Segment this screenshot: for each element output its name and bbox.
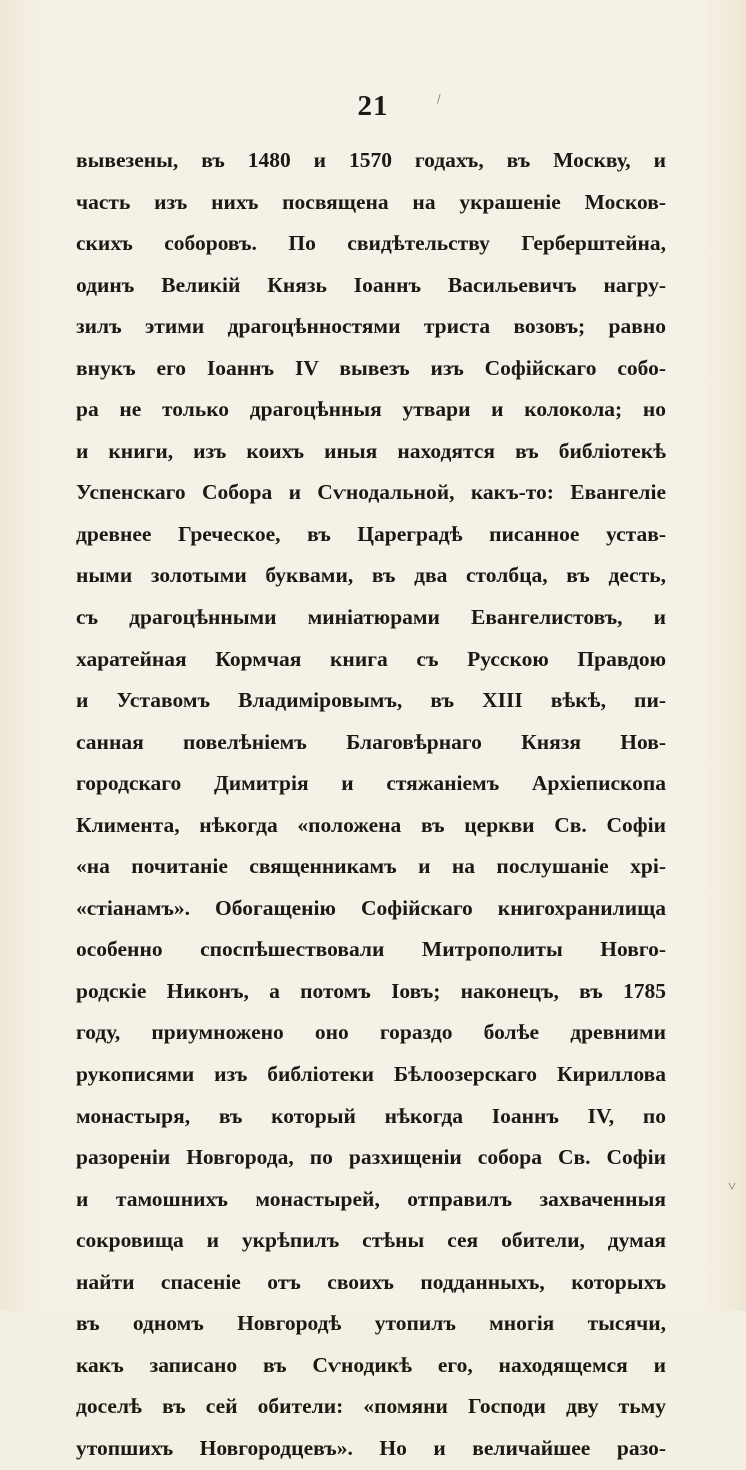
text-line: санная повелѣніемъ Благовѣрнаго Князя Нов- [76, 729, 666, 754]
text-line: утопшихъ Новгородцевъ». Но и величайшее разо- [76, 1435, 666, 1460]
text-line: и Уставомъ Владиміровымъ, въ XIII вѣкѣ, пи- [76, 688, 666, 713]
text-line: «на почитаніе священникамъ и на послушаніе хрі- [76, 854, 666, 879]
text-line: въ одномъ Новгородѣ утопилъ многія тысячи, [76, 1311, 666, 1336]
body-text [76, 140, 666, 1470]
text-line: рукописями изъ библіотеки Бѣлоозерскаго Кириллова [76, 1062, 666, 1087]
text-line: Климента, нѣкогда «положена въ церкви Св. Софіи [76, 812, 666, 837]
text-line: внукъ его Іоаннъ IV вывезъ изъ Софійскаго собо- [76, 355, 666, 380]
text-line: родскіе Никонъ, а потомъ Іовъ; наконецъ, въ 1785 [76, 978, 666, 1003]
text-line: найти спасеніе отъ своихъ подданныхъ, которыхъ [76, 1269, 666, 1294]
text-line: съ драгоцѣнными миніатюрами Евангелистовъ, и [76, 605, 666, 630]
text-line: году, приумножено оно гораздо болѣе древними [76, 1020, 666, 1045]
text-line: ными золотыми буквами, въ два столбца, въ десть, [76, 563, 666, 588]
text-line: вывезены, въ 1480 и 1570 годахъ, въ Москву, и [76, 148, 666, 172]
text-line: и тамошнихъ монастырей, отправилъ захваченныя [76, 1186, 666, 1211]
text-line: монастыря, въ который нѣкогда Іоаннъ IV, по [76, 1103, 666, 1128]
text-line: древнее Греческое, въ Цареградѣ писанное устав- [76, 521, 666, 546]
text-line: одинъ Великій Князь Іоаннъ Васильевичъ нагру- [76, 272, 666, 297]
text-line: сокровища и укрѣпилъ стѣны сея обители, думая [76, 1228, 666, 1253]
print-speck: ˅ [728, 1180, 736, 1195]
text-line: ра не только драгоцѣнныя утвари и колокола; но [76, 397, 666, 422]
text-line: городскаго Димитрія и стяжаніемъ Архіепископа [76, 771, 666, 796]
text-line: «стіанамъ». Обогащенію Софійскаго книгохранилища [76, 895, 666, 920]
text-line: доселѣ въ сей обители: «помяни Господи дву тьму [76, 1394, 666, 1419]
print-speck: \ [432, 92, 445, 107]
text-line: какъ записано въ Сѵнодикѣ его, находящемся и [76, 1352, 666, 1377]
text-line: Успенскаго Собора и Сѵнодальной, какъ-то: Евангеліе [76, 480, 666, 505]
text-line: часть изъ нихъ посвящена на украшеніе Москов- [76, 189, 666, 214]
text-line: разореніи Новгорода, по разхищеніи собора Св. Софіи [76, 1145, 666, 1170]
text-line: зилъ этими драгоцѣнностями триста возовъ; равно [76, 314, 666, 339]
text-line: особенно споспѣшествовали Митрополиты Новго- [76, 937, 666, 962]
page-number: 21 [357, 90, 389, 122]
text-line: и книги, изъ коихъ иныя находятся въ библіотекѣ [76, 438, 666, 463]
text-line: харатейная Кормчая книга съ Русскою Правдою [76, 646, 666, 671]
text-line: скихъ соборовъ. По свидѣтельству Герберштейна, [76, 231, 666, 256]
